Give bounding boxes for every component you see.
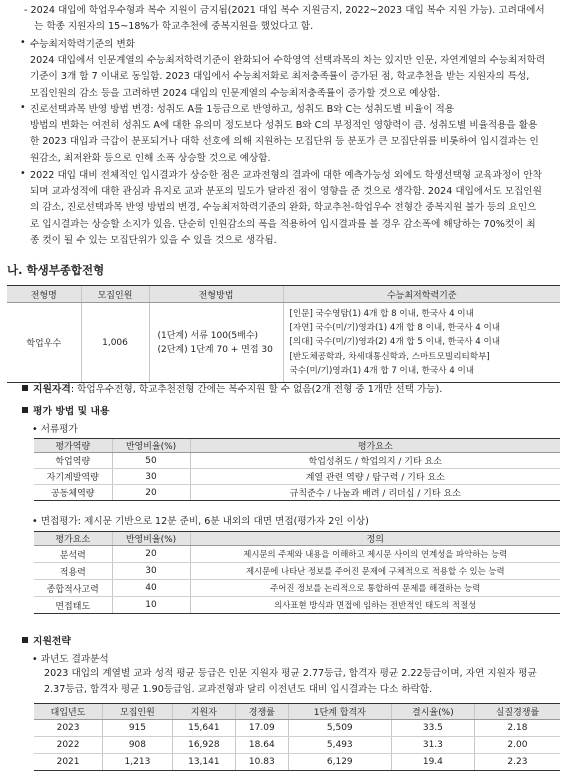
bullet-1-line: 2024 대입에서 인문계열의 수능최저학력기준이 완화되어 수학영역 선택과목의 차는 있지만 인문, 자연계열의 수능최저학력	[30, 55, 546, 67]
doc-eval-label-text: 서류평가	[40, 424, 78, 435]
doc-eval-table	[34, 438, 560, 501]
eligibility-line	[22, 381, 562, 395]
eligibility-label: 지원자격	[33, 384, 71, 395]
method-line: (2단계) 1단계 70 + 면접 30	[157, 344, 273, 355]
results-cell: 2.18	[474, 720, 560, 737]
method-line: (1단계) 서류 100(5배수)	[157, 330, 259, 341]
evaluation-heading	[22, 403, 109, 417]
doc-eval-header: 평가역량	[34, 439, 112, 453]
bullet-dot-icon: •	[20, 168, 26, 179]
bullet-3	[20, 168, 544, 249]
admission-count-cell: 1,006	[81, 303, 149, 383]
interview-eval-header: 반영비율(%)	[112, 532, 190, 546]
results-cell: 10.83	[235, 754, 288, 771]
interview-eval-cell: 제시문에 나타난 정보를 주어진 문제에 구체적으로 적용할 수 있는 능력	[190, 563, 560, 580]
interview-eval-header: 평가요소	[34, 532, 112, 546]
interview-eval-label-text: 면접평가: 제시문 기반으로 12분 준비, 6분 내외의 대면 면접(평가자 2인 이상)	[40, 516, 369, 527]
results-cell: 2.00	[474, 737, 560, 754]
bullet-3-line: 종 컷이 될 수 있는 모집단위가 있을 수 있을 것으로 생각됨.	[30, 234, 277, 246]
results-cell: 2.23	[474, 754, 560, 771]
admission-table-header: 전형명	[7, 286, 81, 303]
bullet-3-line: 되며 교과성적에 대한 관심과 유지로 교과 분포의 밀도가 달라진 점이 영향을 준 것으로 생각함. 2024 대입에서도 모집인원	[30, 186, 542, 198]
interview-eval-cell: 적용력	[34, 563, 112, 580]
doc-eval-header: 반영비율(%)	[112, 439, 190, 453]
strategy-paragraph	[44, 666, 562, 698]
bullet-1-title: 수능최저학력기준의 변화	[30, 39, 135, 50]
results-cell: 16,928	[172, 737, 235, 754]
results-header: 지원자	[172, 704, 235, 720]
bullet-3-line: 의 감소, 진로선택과목 반영 방법의 변경, 수능최저학력기준의 완화, 학교추천-학업우수 전형간 중복지원 불가 등의 요인으	[30, 202, 537, 214]
square-bullet-icon	[22, 407, 28, 413]
doc-eval-cell: 50	[112, 453, 190, 469]
results-header: 1단계 합격자	[288, 704, 391, 720]
results-cell: 2023	[34, 720, 103, 737]
admission-method-cell	[149, 303, 283, 383]
admission-criteria-cell	[283, 303, 560, 383]
interview-eval-cell: 30	[112, 563, 190, 580]
results-header: 경쟁률	[235, 704, 288, 720]
results-cell: 1,213	[103, 754, 173, 771]
results-cell: 31.3	[391, 737, 474, 754]
intro-dash-line-1: - 2024 대입에 학업우수형과 복수 지원이 금지됨(2021 대입 복수 지원금지, 2022~2023 대입 복수 지원 가능). 고려대에서	[24, 5, 545, 16]
strategy-line: 2.37등급, 합격자 평균 1.90등급임. 교과전형과 달리 이전년도 대비 입시결과는 다소 하락함.	[44, 684, 433, 696]
admission-name-cell: 학업우수	[7, 303, 81, 383]
bullet-2	[20, 102, 544, 167]
interview-eval-cell: 종합적사고력	[34, 580, 112, 597]
results-cell: 19.4	[391, 754, 474, 771]
results-header: 결시율(%)	[391, 704, 474, 720]
results-cell: 2021	[34, 754, 103, 771]
doc-eval-cell: 학업성취도 / 학업의지 / 기타 요소	[190, 453, 560, 469]
evaluation-title: 평가 방법 및 내용	[33, 406, 110, 417]
bullet-dot-icon: •	[20, 37, 26, 48]
criteria-line: [의대] 국수(미/기)영과(2) 4개 합 5 이내, 한국사 4 이내	[289, 337, 501, 348]
admission-table	[7, 285, 560, 383]
doc-eval-cell: 계열 관련 역량 / 탐구력 / 기타 요소	[190, 469, 560, 485]
strategy-sub-label	[32, 651, 109, 665]
results-cell: 915	[103, 720, 173, 737]
doc-eval-cell: 학업역량	[34, 453, 112, 469]
eligibility-text: : 학업우수전형, 학교추천전형 간에는 복수지원 할 수 없음(2개 전형 중 1개만 선택 가능).	[70, 384, 443, 395]
criteria-line: [인문] 국수영탐(1) 4개 합 8 이내, 한국사 4 이내	[289, 308, 474, 319]
strategy-line: 2023 대입의 계열별 교과 성적 평균 등급은 인문 지원자 평균 2.77등급, 합격자 평균 2.22등급이며, 자연 지원자 평균	[44, 668, 537, 679]
interview-eval-cell: 제시문의 주제와 내용을 이해하고 제시문 사이의 연계성을 파악하는 능력	[190, 546, 560, 563]
results-header: 실질경쟁률	[474, 704, 560, 720]
bullet-dot-icon: •	[32, 654, 38, 665]
results-cell: 18.64	[235, 737, 288, 754]
doc-eval-cell: 자기계발역량	[34, 469, 112, 485]
results-cell: 13,141	[172, 754, 235, 771]
criteria-line: 국수(미/기)영과(1) 4개 합 7 이내, 한국사 4 이내	[289, 365, 475, 376]
interview-eval-header: 정의	[190, 532, 560, 546]
strategy-title: 지원전략	[33, 636, 71, 647]
doc-eval-label	[32, 421, 78, 435]
results-cell: 15,641	[172, 720, 235, 737]
doc-eval-cell: 20	[112, 485, 190, 501]
bullet-dot-icon: •	[32, 424, 38, 435]
interview-eval-table	[34, 531, 560, 614]
section-title: 나. 학생부종합전형	[7, 263, 105, 277]
bullet-1-line: 기준이 3개 합 7 이내로 동일함. 2023 대입에서 수능최저화로 최저충족률이 증가된 점, 학교추천을 받는 지원자의 특성,	[30, 71, 530, 83]
interview-eval-cell: 주어진 정보를 논리적으로 통합하여 문제를 해결하는 능력	[190, 580, 560, 597]
interview-eval-label	[32, 513, 369, 527]
bullet-2-line: 방법의 변화는 여전히 성취도 A에 대한 유의미 정도보다 성취도 B와 C의 부정적인 영향력이 큼. 성취도별 비율적용을 활용	[30, 120, 538, 132]
bullet-2-title: 진로선택과목 반영 방법 변경: 성취도 A를 1등급으로 반영하고, 성취도 B와 C는 성취도별 비율이 적용	[30, 104, 455, 115]
doc-eval-cell: 30	[112, 469, 190, 485]
interview-eval-cell: 면접태도	[34, 597, 112, 614]
strategy-sub-label-text: 과년도 결과분석	[40, 654, 109, 665]
interview-eval-cell: 의사표현 방식과 면접에 임하는 전반적인 태도의 적절성	[190, 597, 560, 614]
bullet-2-line: 한 2023 대입과 극갑이 분포되거나 대학 선호에 의해 지원하는 모집단위 등 분포가 큰 모집단위를 비롯하여 입시결과는 인	[30, 136, 539, 148]
criteria-line: [반도체공학과, 차세대통신학과, 스마트모빌리티학부]	[289, 351, 490, 362]
bullet-dot-icon: •	[32, 516, 38, 527]
results-cell: 908	[103, 737, 173, 754]
results-cell: 5,493	[288, 737, 391, 754]
results-cell: 2022	[34, 737, 103, 754]
interview-eval-cell: 20	[112, 546, 190, 563]
strategy-heading	[22, 633, 71, 647]
square-bullet-icon	[22, 637, 28, 643]
bullet-3-line: 2022 대입 대비 전체적인 입시결과가 상승한 점은 교과전형의 결과에 대한 예측가능성 외에도 학생선택형 교육과정이 안착	[30, 170, 542, 181]
doc-eval-header: 평가요소	[190, 439, 560, 453]
results-cell: 33.5	[391, 720, 474, 737]
doc-eval-cell: 공동체역량	[34, 485, 112, 501]
admission-table-header: 수능최저학력기준	[283, 286, 560, 303]
results-table	[34, 703, 560, 771]
results-cell: 5,509	[288, 720, 391, 737]
criteria-line: [자연] 국수(미/기)영과(1) 4개 합 8 이내, 한국사 4 이내	[289, 323, 501, 334]
results-cell: 6,129	[288, 754, 391, 771]
doc-eval-cell: 규칙준수 / 나눔과 배려 / 리더십 / 기타 요소	[190, 485, 560, 501]
interview-eval-cell: 분석력	[34, 546, 112, 563]
interview-eval-cell: 10	[112, 597, 190, 614]
bullet-3-line: 로 입시결과는 상승할 소지가 있음. 단순히 인원감소의 폭을 적용하여 입시결과를 볼 경우 감소폭에 해당하는 70%컷이 최	[30, 218, 536, 230]
results-header: 대입년도	[34, 704, 103, 720]
bullet-dot-icon: •	[20, 102, 26, 113]
interview-eval-cell: 40	[112, 580, 190, 597]
intro-dash-line-2: 는 학종 지원자의 15~18%가 학교추천에 중복지원을 했었다고 함.	[34, 21, 314, 33]
results-header: 모집인원	[103, 704, 173, 720]
bullet-2-line: 원감소, 최저완화 등으로 인해 소폭 상승할 것으로 예상함.	[30, 152, 271, 164]
results-cell: 17.09	[235, 720, 288, 737]
square-bullet-icon	[22, 385, 28, 391]
bullet-1-line: 모집인원의 감소 등을 고려하면 2024 대입의 인문계열의 수능최저충족률이 증가할 것으로 예상함.	[30, 87, 441, 99]
intro-dash-paragraph	[24, 3, 544, 35]
admission-table-header: 전형방법	[149, 286, 283, 303]
admission-table-header: 모집인원	[81, 286, 149, 303]
bullet-1	[20, 37, 544, 102]
